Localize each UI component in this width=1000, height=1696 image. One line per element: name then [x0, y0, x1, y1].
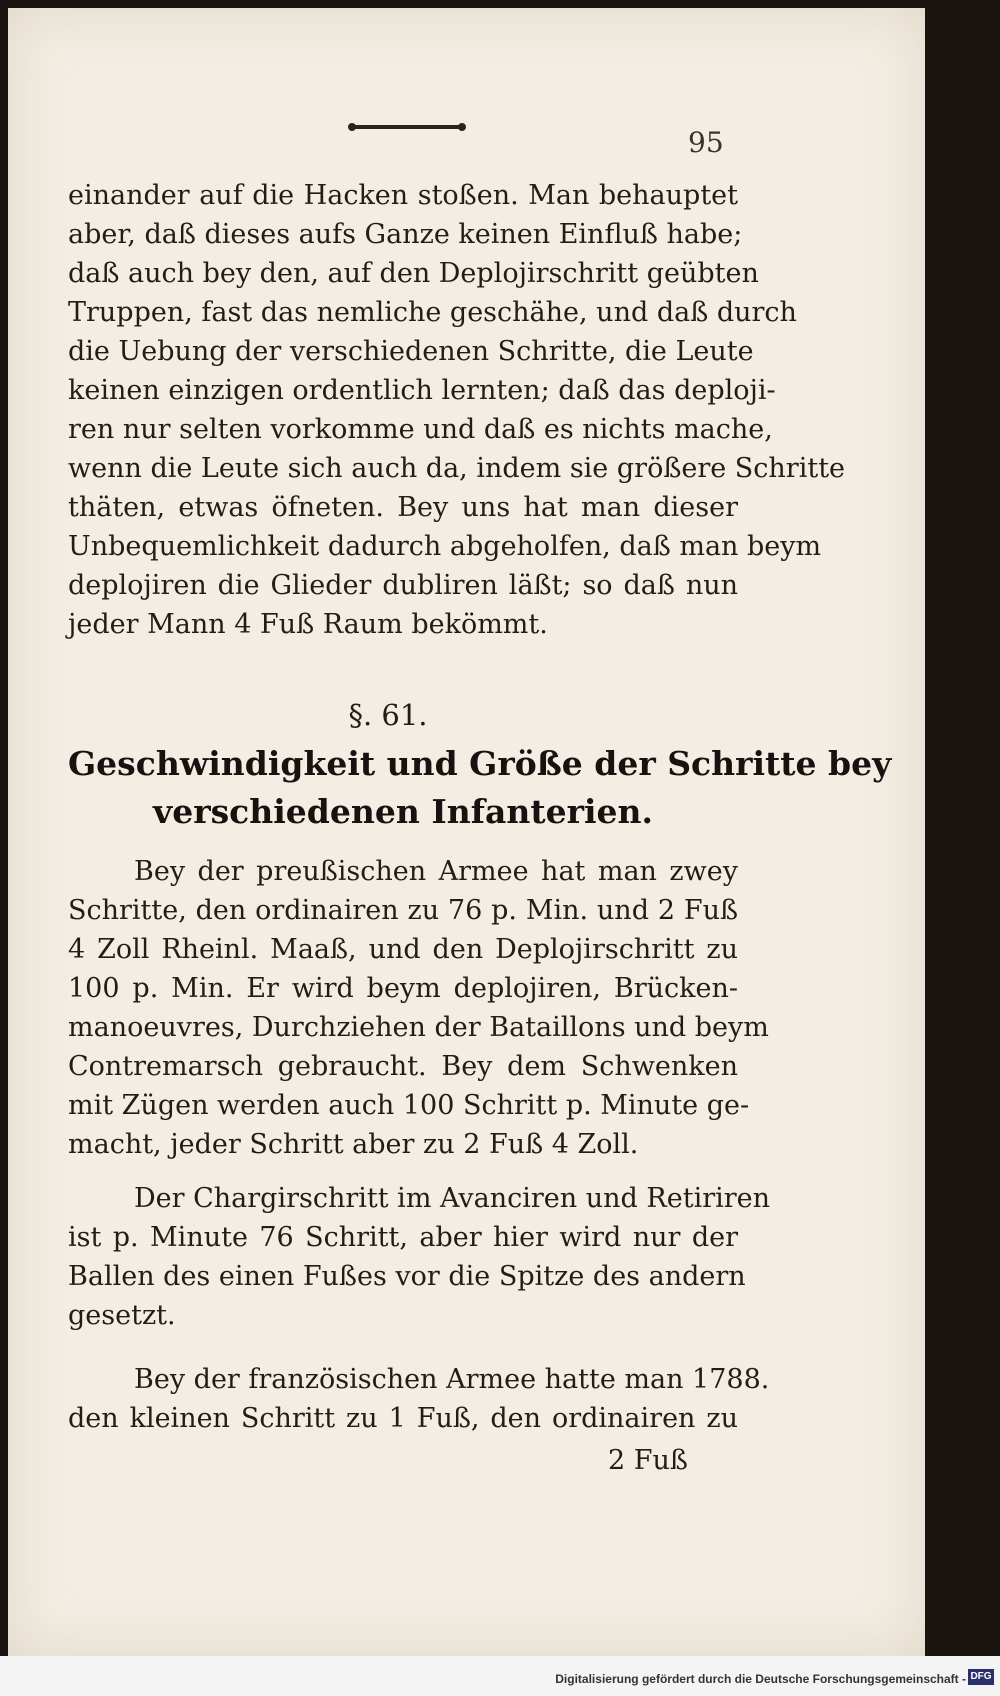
text-line: Schritte, den ordinairen zu 76 p. Min. und 2 Fuß — [68, 895, 738, 926]
text-line: ren nur selten vorkomme und daß es nichts mache, — [68, 414, 773, 445]
paragraph-1 — [68, 176, 846, 644]
text-line: ist p. Minute 76 Schritt, aber hier wird nur der — [68, 1222, 738, 1253]
book-page — [8, 8, 935, 1656]
text-line: macht, jeder Schritt aber zu 2 Fuß 4 Zoll. — [68, 1129, 639, 1160]
dfg-logo-icon: DFG — [968, 1669, 994, 1685]
text-line: Unbequemlichkeit dadurch abgeholfen, daß man beym — [68, 531, 822, 562]
text-line: daß auch bey den, auf den Deplojirschritt geübten — [68, 258, 759, 289]
text-line: manoeuvres, Durchziehen der Bataillons und beym — [68, 1012, 769, 1043]
text-line: thäten, etwas öfneten. Bey uns hat man dieser — [68, 492, 738, 523]
text-line: wenn die Leute sich auch da, indem sie größere Schritte — [68, 453, 846, 484]
paragraph-3 — [68, 1179, 771, 1335]
page-number: 95 — [688, 126, 724, 159]
catchword: 2 Fuß — [608, 1445, 688, 1476]
text-line: den kleinen Schritt zu 1 Fuß, den ordinairen zu — [68, 1403, 738, 1434]
text-line: keinen einzigen ordentlich lernten; daß das deploji- — [68, 375, 776, 406]
text-line: 4 Zoll Rheinl. Maaß, und den Deplojirschritt zu — [68, 934, 738, 965]
section-number: §. 61. — [348, 698, 428, 732]
text-line: die Uebung der verschiedenen Schritte, die Leute — [68, 336, 754, 367]
book-edge — [925, 8, 1000, 1656]
section-heading — [68, 740, 892, 836]
text-line: jeder Mann 4 Fuß Raum bekömmt. — [68, 609, 548, 640]
text-line: mit Zügen werden auch 100 Schritt p. Minute ge- — [68, 1090, 750, 1121]
text-line: Truppen, fast das nemliche geschähe, und daß durch — [68, 297, 797, 328]
paragraph-4 — [68, 1360, 770, 1438]
ornament-rule — [348, 122, 466, 132]
footer-credit: Digitalisierung gefördert durch die Deutsche Forschungsgemeinschaft - — [555, 1672, 966, 1686]
paragraph-2 — [68, 852, 769, 1164]
text-line: Contremarsch gebraucht. Bey dem Schwenken — [68, 1051, 738, 1082]
text-line: deplojiren die Glieder dubliren läßt; so daß nun — [68, 570, 738, 601]
text-line: Bey der preußischen Armee hat man zwey — [134, 856, 738, 887]
text-line: Ballen des einen Fußes vor die Spitze des andern — [68, 1261, 746, 1292]
text-line: gesetzt. — [68, 1300, 176, 1331]
text-line: Der Chargirschritt im Avanciren und Retiriren — [134, 1183, 771, 1214]
heading-line: verschiedenen Infanterien. — [153, 792, 653, 831]
text-line: Bey der französischen Armee hatte man 1788. — [134, 1364, 770, 1395]
heading-line: Geschwindigkeit und Größe der Schritte bey — [68, 744, 892, 783]
text-line: 100 p. Min. Er wird beym deplojiren, Brücken- — [68, 973, 738, 1004]
text-line: einander auf die Hacken stoßen. Man behauptet — [68, 180, 738, 211]
text-line: aber, daß dieses aufs Ganze keinen Einfluß habe; — [68, 219, 743, 250]
